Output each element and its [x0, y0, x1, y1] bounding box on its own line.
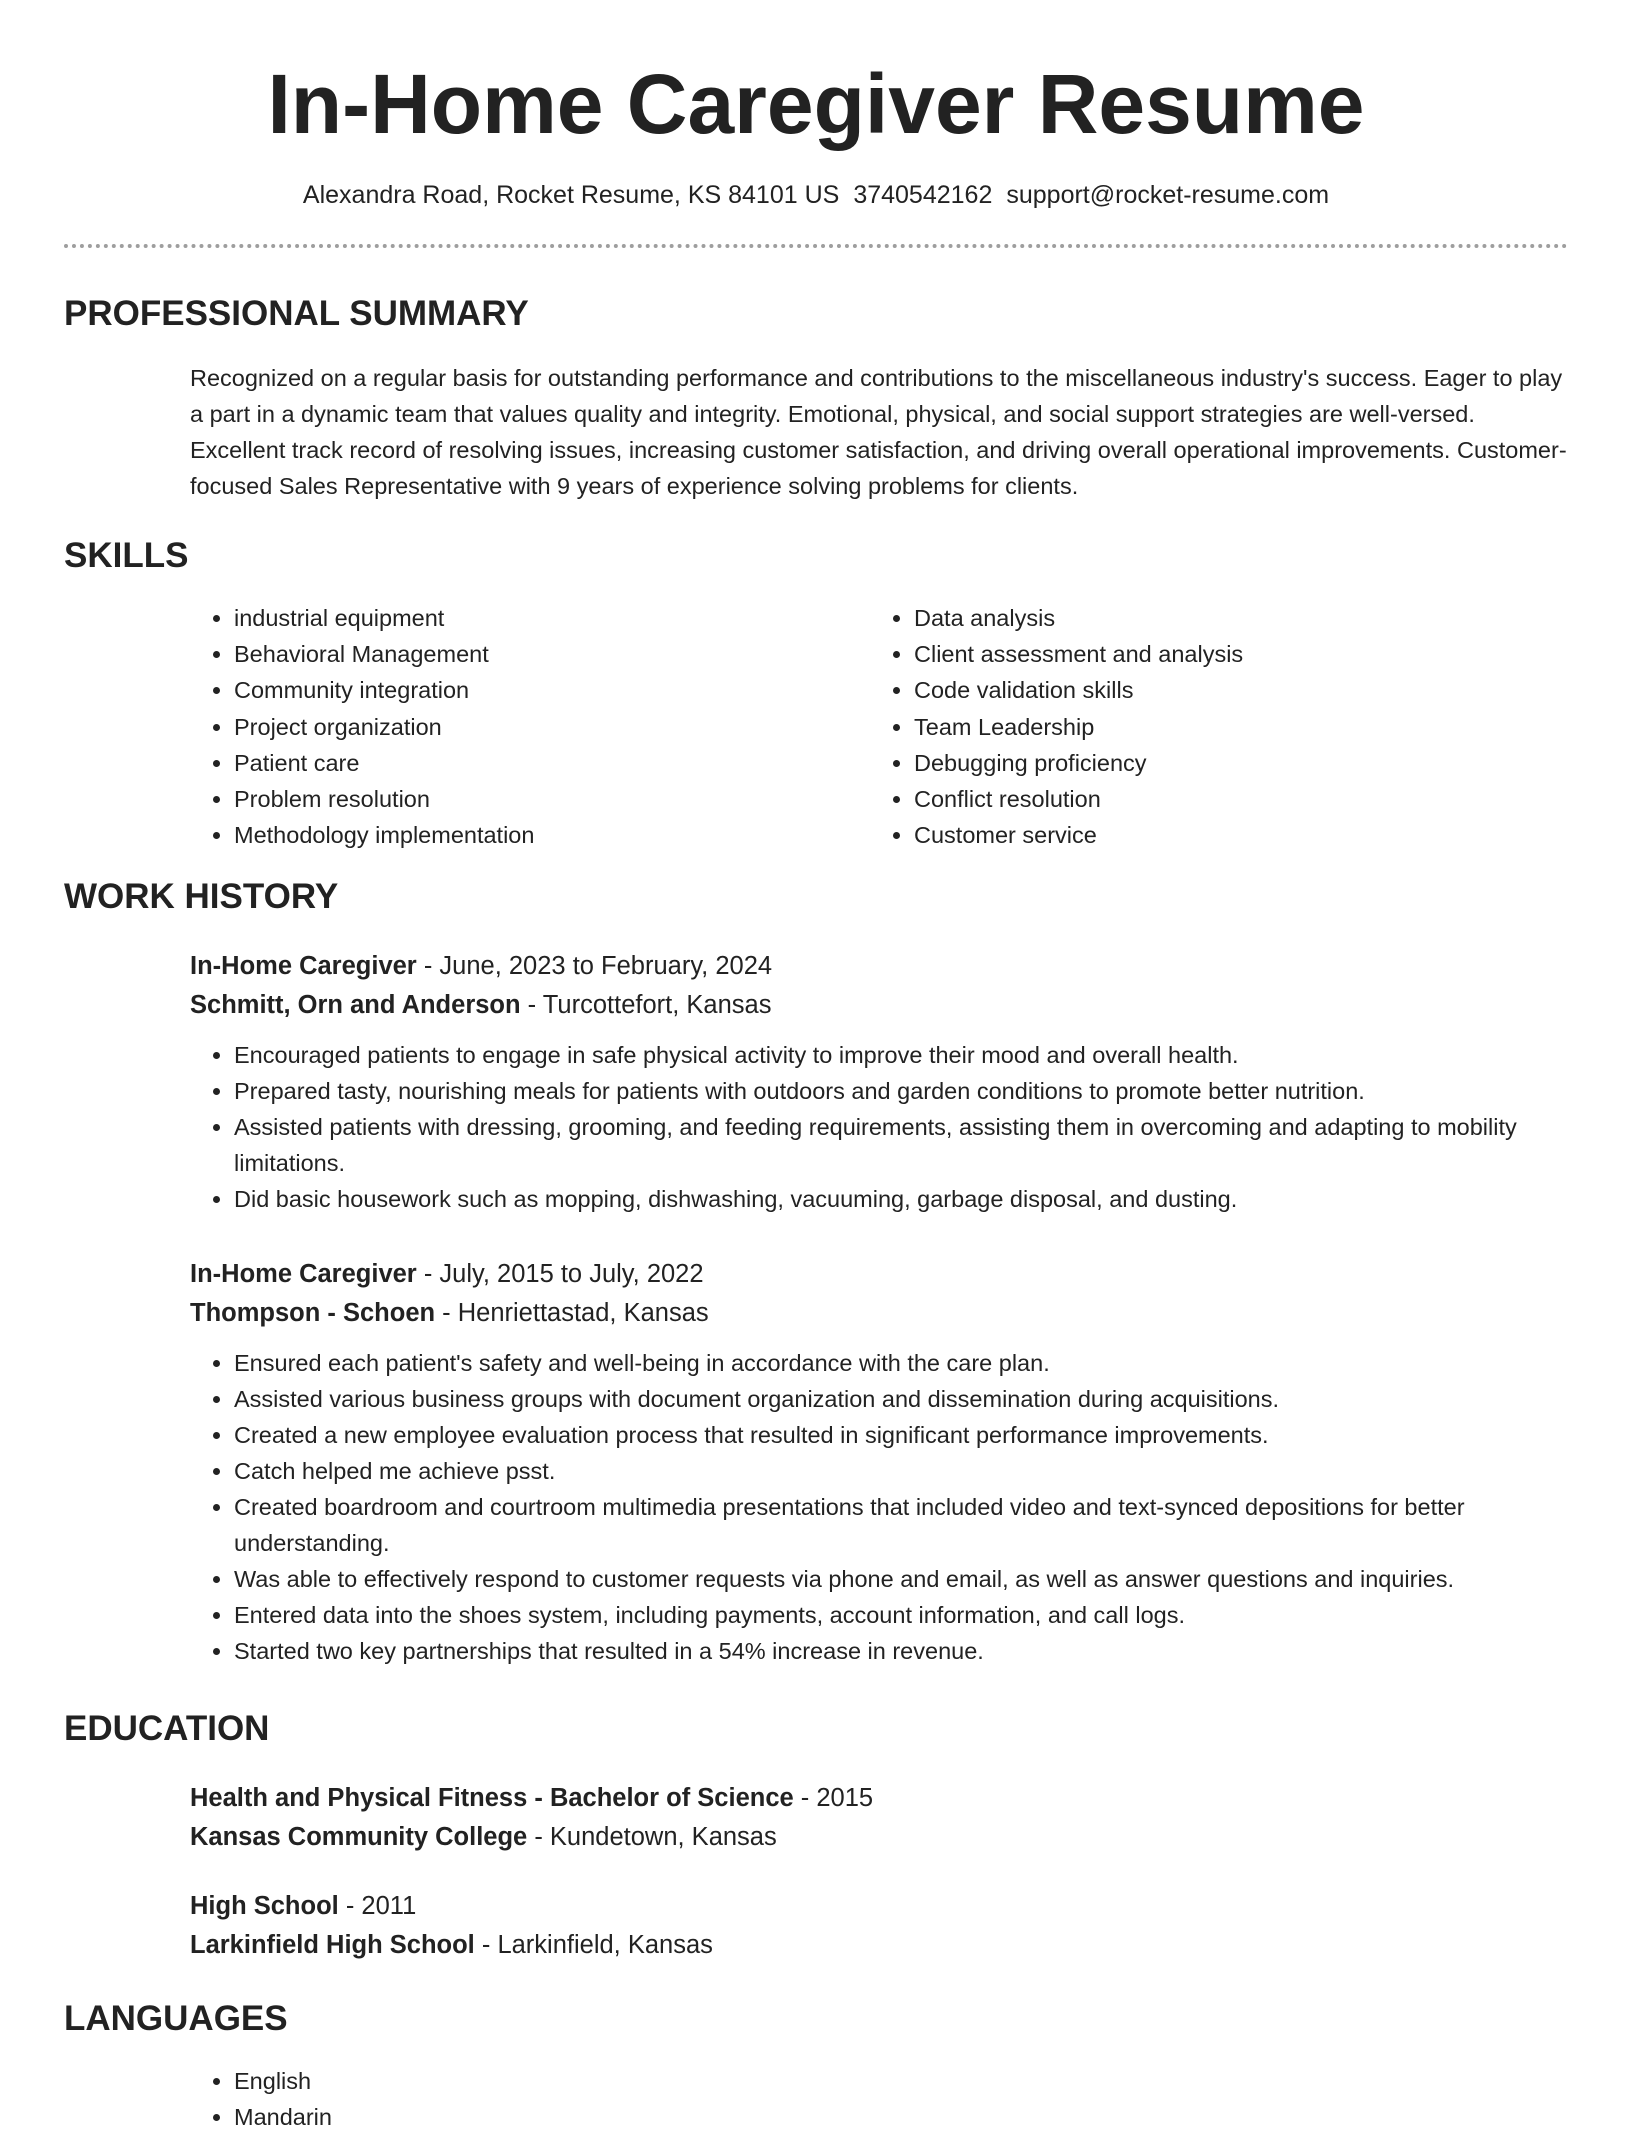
education-school-line	[190, 1926, 1568, 1965]
job-bullet: • Catch helped me achieve psst.	[234, 1453, 1568, 1489]
contact-phone: 3740542162	[853, 181, 993, 209]
section-title-work-history: WORK HISTORY	[64, 877, 339, 917]
job-role-line	[190, 947, 1568, 986]
education-degree: High School	[190, 1892, 339, 1921]
skill-item: • Behavioral Management	[234, 636, 870, 672]
education-year: - 2015	[793, 1784, 874, 1813]
job-entry	[190, 947, 1568, 1217]
skill-item: • Project organization	[234, 709, 870, 745]
resume-title: In-Home Caregiver Resume	[267, 57, 1365, 151]
summary-text: Recognized on a regular basis for outstanding performance and contributions to the miscellaneous industry's success. Eager to play a part in a dynamic team that values quality and integrity. Emotional, physical, and social support strategies are well-versed. Excellent track record of resolving issues, increasing customer satisfaction, and driving overall operational improvements. Customer-focused Sales Representative with 9 years of experience solving problems for clients.	[190, 365, 1567, 499]
job-location: - Turcottefort, Kansas	[520, 991, 772, 1020]
job-location: - Henriettastad, Kansas	[435, 1299, 709, 1328]
language-item: • English	[234, 2063, 1568, 2099]
job-bullet: • Assisted patients with dressing, grooming, and feeding requirements, assisting them in overcoming and adapting to mobility limitations.	[234, 1109, 1568, 1181]
contact-line	[64, 180, 1568, 210]
contact-email: support@rocket-resume.com	[1006, 181, 1330, 209]
job-bullets	[190, 1345, 1568, 1669]
job-role-line	[190, 1255, 1568, 1294]
education-school: Kansas Community College	[190, 1823, 528, 1852]
job-role: In-Home Caregiver	[190, 1260, 417, 1289]
skills-list	[190, 600, 1568, 853]
section-title-education: EDUCATION	[64, 1709, 270, 1749]
skills-column-right	[870, 600, 1550, 853]
education-degree: Health and Physical Fitness - Bachelor of Science	[190, 1784, 794, 1813]
job-bullet: • Created boardroom and courtroom multimedia presentations that included video and text-synced depositions for better understanding.	[234, 1489, 1568, 1561]
section-title-summary: PROFESSIONAL SUMMARY	[64, 294, 529, 333]
job-entry	[190, 1255, 1568, 1669]
section-title-languages: LANGUAGES	[64, 1999, 288, 2039]
job-dates: - June, 2023 to February, 2024	[416, 952, 773, 981]
job-bullet: • Prepared tasty, nourishing meals for patients with outdoors and garden conditions to promote better nutrition.	[234, 1073, 1568, 1109]
education-location: - Kundetown, Kansas	[527, 1823, 777, 1852]
job-company-line	[190, 1294, 1568, 1333]
skill-item: • Patient care	[234, 745, 870, 781]
language-item: • Mandarin	[234, 2099, 1568, 2135]
education-school: Larkinfield High School	[190, 1931, 475, 1960]
education-entry	[190, 1779, 1568, 1857]
job-bullets	[190, 1037, 1568, 1217]
job-bullet: • Created a new employee evaluation process that resulted in significant performance improvements.	[234, 1417, 1568, 1453]
skill-item: • industrial equipment	[234, 600, 870, 636]
header-divider	[64, 244, 1568, 248]
skill-item: • Conflict resolution	[914, 781, 1550, 817]
job-dates: - July, 2015 to July, 2022	[416, 1260, 704, 1289]
job-bullet: • Ensured each patient's safety and well-being in accordance with the care plan.	[234, 1345, 1568, 1381]
skill-item: • Data analysis	[914, 600, 1550, 636]
education-degree-line	[190, 1779, 1568, 1818]
skill-item: • Problem resolution	[234, 781, 870, 817]
education-location: - Larkinfield, Kansas	[474, 1931, 713, 1960]
skill-item: • Customer service	[914, 817, 1550, 853]
languages-list	[190, 2063, 1568, 2135]
education-school-line	[190, 1818, 1568, 1857]
job-company: Schmitt, Orn and Anderson	[190, 991, 521, 1020]
skill-item: • Client assessment and analysis	[914, 636, 1550, 672]
job-company-line	[190, 986, 1568, 1025]
job-bullet: • Was able to effectively respond to customer requests via phone and email, as well as answer questions and inquiries.	[234, 1561, 1568, 1597]
job-bullet: • Started two key partnerships that resulted in a 54% increase in revenue.	[234, 1633, 1568, 1669]
skill-item: • Code validation skills	[914, 672, 1550, 708]
section-title-skills: SKILLS	[64, 536, 189, 575]
contact-address: Alexandra Road, Rocket Resume, KS 84101 US	[302, 181, 840, 209]
skill-item: • Debugging proficiency	[914, 745, 1550, 781]
education-entry	[190, 1887, 1568, 1965]
skills-column-left	[190, 600, 870, 853]
skill-item: • Community integration	[234, 672, 870, 708]
job-bullet: • Encouraged patients to engage in safe physical activity to improve their mood and overall health.	[234, 1037, 1568, 1073]
job-bullet: • Assisted various business groups with document organization and dissemination during acquisitions.	[234, 1381, 1568, 1417]
job-bullet: • Did basic housework such as mopping, dishwashing, vacuuming, garbage disposal, and dusting.	[234, 1181, 1568, 1217]
education-year: - 2011	[338, 1892, 417, 1921]
resume-page	[64, 0, 1568, 2135]
skill-item: • Methodology implementation	[234, 817, 870, 853]
skill-item: • Team Leadership	[914, 709, 1550, 745]
job-bullet: • Entered data into the shoes system, including payments, account information, and call logs.	[234, 1597, 1568, 1633]
education-degree-line	[190, 1887, 1568, 1926]
job-company: Thompson - Schoen	[190, 1299, 436, 1328]
job-role: In-Home Caregiver	[190, 952, 417, 981]
